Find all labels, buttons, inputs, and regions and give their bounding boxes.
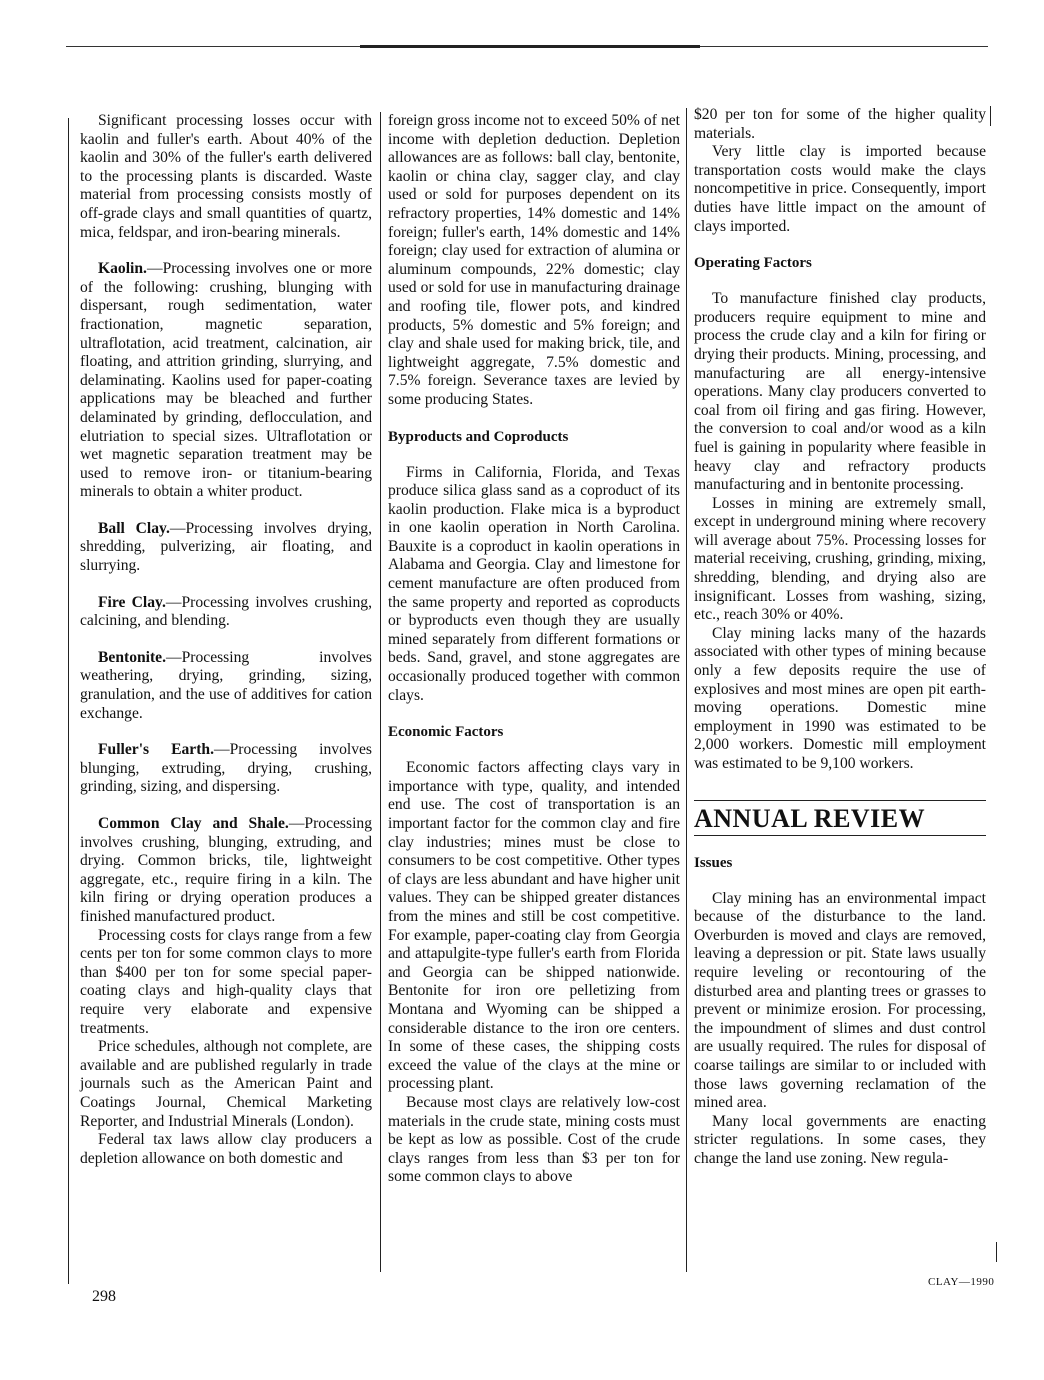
paragraph-operating-factors: To manufacture finished clay products, producers require equipment to mine and process the crude clay and a kiln for firing or drying their products. Mining, processing, and manufacturing are all energy-intensive operations. Many clay producers converted to coal from oil firing and gas firing. However, the conversion to coal and/or wood as a kiln fuel is gaining in popularity where feasible in heavy clay and refractory products manufacturing and in bentonite processing. — [694, 290, 986, 494]
column-1 — [80, 112, 372, 1168]
paragraph-price-schedules: Price schedules, although not complete, are available and are published regularly in trade journals such as the American Paint and Coatings Journal, Chemical Marketing Reporter, and Industrial Minerals (London). — [80, 1038, 372, 1130]
text-fullers-earth: —Processing involves blunging, extruding, drying, crushing, grinding, sizing, and dispersing. — [80, 741, 373, 796]
paragraph-fullers-earth — [80, 741, 372, 797]
heading-economic-factors: Economic Factors — [388, 724, 504, 741]
term-bentonite: Bentonite. — [98, 648, 167, 666]
column-rule-right-bottom — [996, 1242, 997, 1262]
term-fullers-earth: Fuller's Earth. — [98, 741, 214, 759]
column-rule-2 — [686, 108, 687, 1272]
term-fire-clay: Fire Clay. — [98, 593, 166, 611]
paragraph-byproducts: Firms in California, Florida, and Texas produce silica glass sand as a coproduct of its kaolin production. Flake mica is a byproduct in one kaolin operation in North Carolina. Bauxite is a coproduct in kaolin operations in Alabama and Georgia. Clay and limestone for cement manufacture are often produced from the same property and reported as coproducts or byproducts even though they are usually mined separately from different formations or beds. Sand, gravel, and stone aggregates are occasionally produced together with common clays. — [388, 463, 680, 704]
paragraph-bentonite — [80, 649, 372, 723]
term-ball-clay: Ball Clay. — [98, 519, 170, 537]
text-bentonite: —Processing involves weathering, drying, grinding, sizing, granulation, and the use of additives for cation exchange. — [80, 648, 372, 722]
text-common-clay: —Processing involves crushing, blunging, extruding, and drying. Common bricks, tile, lightweight aggregate, etc., require firing in a kiln. The kiln firing or drying operation produces a finished manufactured product. — [80, 815, 372, 925]
column-2 — [388, 112, 680, 1187]
heading-operating-factors: Operating Factors — [694, 255, 812, 272]
column-rule-1 — [380, 112, 381, 1272]
paragraph-issues: Clay mining has an environmental impact because of the disturbance to the land. Overburden is moved and clays are removed, leaving a depression or pit. State laws usually require leveling or recontouring of the disturbed area and planting trees or grasses to prevent or minimize erosion. For processing, the impoundment of slimes and dust control are usually required. The rules for disposal of coarse tailings are similar to or included with those laws governing reclamation of the mined area. — [694, 889, 986, 1112]
running-footer: CLAY—1990 — [928, 1276, 995, 1288]
paragraph-common-clay — [80, 815, 372, 927]
heading-byproducts: Byproducts and Coproducts — [388, 428, 569, 445]
paragraph-processing-costs: Processing costs for clays range from a few cents per ton for some common clays to more than $400 per ton for some special paper-coating clays and high-quality clays that require very elaborate and expensive treatments. — [80, 926, 372, 1037]
column-3 — [694, 106, 986, 1169]
paragraph-low-cost-materials: Because most clays are relatively low-cost materials in the crude state, mining costs must be kept as low as possible. Cost of the crude clays ranges from less than $3 per ton for some common clays to above — [388, 1093, 680, 1186]
paragraph-economic-factors: Economic factors affecting clays vary in importance with type, quality, and intended end use. The cost of transportation is an important factor for the common clay and fire clay industries; mines must be close to consumers to be cost competitive. Other types of clays are less abundant and have higher unit values. They can be shipped greater distances from the mines and still be cost competitive. For example, paper-coating clay from Georgia and attapulgite-type fuller's earth from Florida and Georgia can be shipped nationwide. Bentonite for iron ore pelletizing from Montana and Wyoming can be shipped a considerable distance to the iron ore centers. In some of these cases, the shipping costs exceed the value of the clays at the mine or processing plant. — [388, 759, 680, 1093]
page-number: 298 — [92, 1288, 116, 1305]
paragraph-imports: Very little clay is imported because transportation costs would make the clays noncompetitive in price. Consequently, import duties have little impact on the amount of clays imported. — [694, 143, 986, 235]
paragraph-ball-clay — [80, 520, 372, 576]
term-common-clay: Common Clay and Shale. — [98, 815, 289, 832]
heading-issues: Issues — [694, 854, 733, 871]
paragraph-mining-losses: Losses in mining are extremely small, except in underground mining where recovery will average about 75%. Processing losses for material receiving, crushing, grinding, mixing, shredding, blending, and drying also are insignificant. Losses from washing, sizing, etc., reach 30% or 40%. — [694, 494, 986, 624]
paragraph-hazards: Clay mining lacks many of the hazards associated with other types of mining because only a few deposits require the use of explosives and most mines are open pit earth-moving operations. Domestic mine employment in 1990 was estimated to be 2,000 workers. Domestic mill employment was estimated to be 9,100 workers. — [694, 624, 986, 772]
top-rule-accent — [360, 45, 700, 48]
paragraph-fire-clay — [80, 594, 372, 631]
paragraph-local-governments: Many local governments are enacting stricter regulations. In some cases, they change the land use zoning. New regula- — [694, 1112, 986, 1167]
paragraph-processing-losses: Significant processing losses occur with kaolin and fuller's earth. About 40% of the kaolin and 30% of the fuller's earth delivered to the processing plants is discarded. Waste material from processing consists mostly of off-grade clays and small quantities of quartz, mica, feldspar, and iron-bearing minerals. — [80, 112, 372, 241]
column-rule-left — [68, 118, 69, 1284]
term-kaolin: Kaolin. — [98, 260, 147, 278]
paragraph-kaolin — [80, 260, 372, 502]
text-ball-clay: —Processing involves drying, shredding, pulverizing, air floating, and slurrying. — [80, 519, 372, 575]
paragraph-depletion-allowances: foreign gross income not to exceed 50% of net income with depletion deduction. Depletion allowances are as follows: ball clay, bentonite, kaolin or china clay, sagger clay, and clay used or sold for purposes dependent on its refractory properties, 14% domestic and 14% foreign; fuller's earth, 14% domestic and 14% foreign; clay used for extraction of alumina or aluminum compounds, 22% domestic; clay used or sold for use in manufacturing drainage and roofing tile, flower pots, and kindred products, 5% domestic and 5% foreign; and clay and shale used for making brick, tile, and lightweight aggregate, 7.5% domestic and 7.5% foreign. Severance taxes are levied by some producing States. — [388, 112, 680, 408]
heading-annual-review: ANNUAL REVIEW — [694, 803, 926, 833]
paragraph-federal-tax: Federal tax laws allow clay producers a depletion allowance on both domestic and — [80, 1131, 372, 1167]
text-fire-clay: —Processing involves crushing, calcining, and blending. — [80, 593, 373, 630]
text-kaolin: —Processing involves one or more of the following: crushing, blunging with dispersant, rough sedimentation, water fractionation, magnetic separation, ultraflotation, acid treatment, calcination, air floating, and attrition grinding, slurrying, and delaminating. Kaolins used for paper-coating applications may be bleached and further delaminated by grinding, deflocculation, and elutriation to special sizes. Ultraflotation or wet magnetic separation treatment may be used to remove iron- or titanium-bearing minerals to obtain a whiter product. — [80, 260, 372, 501]
annual-review-banner — [694, 800, 986, 836]
paragraph-cost-continued: $20 per ton for some of the higher quality materials. — [694, 106, 986, 142]
column-rule-right — [990, 106, 991, 126]
